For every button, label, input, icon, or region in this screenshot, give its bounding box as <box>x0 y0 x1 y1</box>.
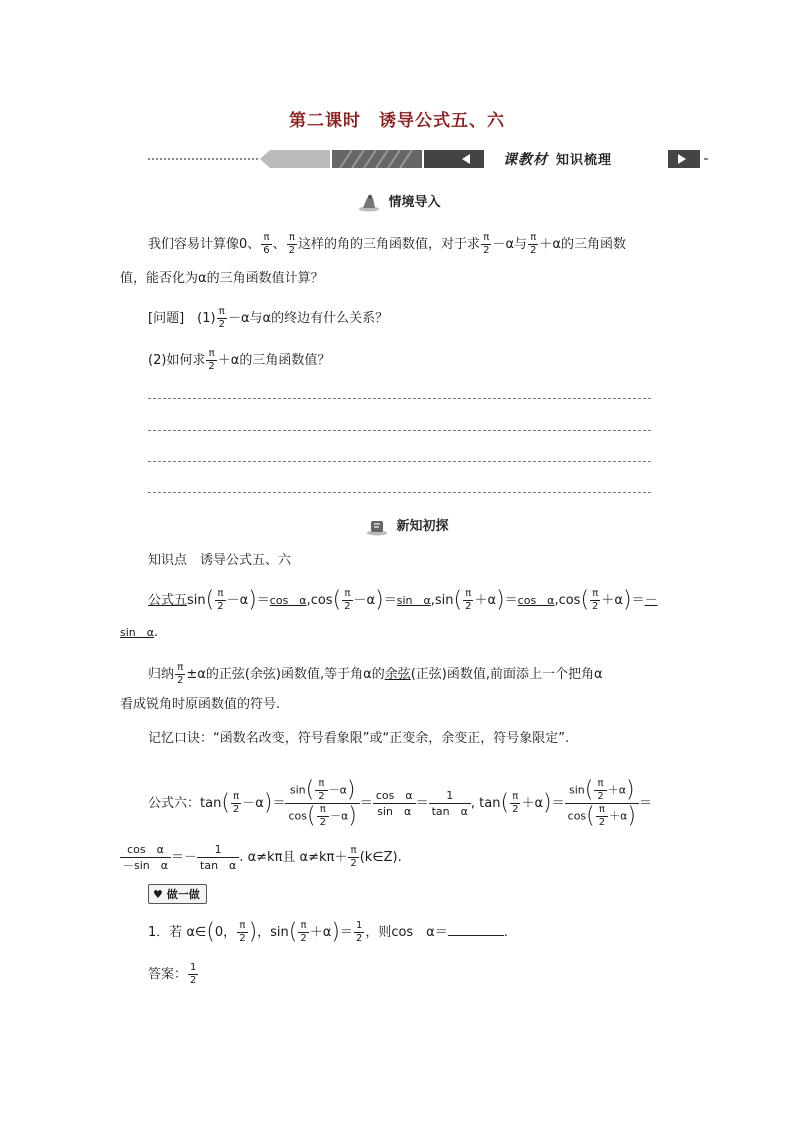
formula-5-answer: sin α <box>396 594 431 607</box>
formula-6: 公式六：tan( $\frac{\pi}{2}$ －α)＝ sin( $\frac{\pi}{2}$ －α) cos( $\frac{\pi}{2}$ －α) ＝ $\frac{\text{cos α}}{\text{sin α}}$ ＝ $\frac{1}{\text{tan α}}$ , tan( $\frac{\pi}{2}$ ＋α)＝ sin( $\frac{\pi}{2}$ ＋α) cos( $\frac{\pi}{2}$ ＋α) ＝ <box>148 777 652 829</box>
bell-icon <box>358 194 380 212</box>
banner-label: 课教材 知识梳理 <box>503 152 613 168</box>
intro-paragraph-2: 值，能否化为α的三角函数值计算？ <box>120 271 324 286</box>
section-intro <box>358 191 441 212</box>
answer-blank[interactable] <box>448 923 504 936</box>
intro-paragraph-1: 我们容易计算像0、 $\frac{\pi}{6}$ 、 $\frac{\pi}{2}$ 这样的角的三角函数值，对于求 $\frac{\pi}{2}$ －α与 $\frac{\pi}{2}$ ＋α的三角函数 <box>148 232 626 256</box>
answer-line <box>148 492 651 493</box>
frac-pi-6: $\frac{\pi}{6}$ <box>263 232 270 256</box>
banner-dots-left <box>148 158 258 160</box>
banner-ribbon-left-icon <box>260 150 484 168</box>
answer-line <box>148 430 651 431</box>
summary-line-2: 看成锐角时原函数值的符号. <box>120 697 281 712</box>
intro-question-1: [问题] (1) $\frac{\pi}{2}$ －α与α的终边有什么关系？ <box>148 306 389 330</box>
section-banner <box>148 148 708 170</box>
formula-5-continued: sin α. <box>120 625 159 640</box>
section-new-title: 新知初探 <box>396 519 449 534</box>
frac-pi-2: $\frac{\pi}{2}$ <box>288 232 296 256</box>
answer-line <box>148 398 651 399</box>
frac-pi-2: $\frac{\pi}{2}$ <box>208 348 215 372</box>
knowledge-point-heading: 知识点 诱导公式五、六 <box>148 553 292 568</box>
formula-5-answer: cos α <box>517 594 555 607</box>
memory-rhyme: 记忆口诀：“函数名改变，符号看象限”或“正变余，余变正，符号象限定”. <box>148 731 570 746</box>
frac-pi-2: $\frac{\pi}{2}$ <box>530 232 537 256</box>
page-title: 第二课时 诱导公式五、六 <box>289 111 505 131</box>
banner-dots-right <box>704 158 708 160</box>
book-icon <box>366 518 388 536</box>
banner-ribbon-right-icon <box>668 150 700 168</box>
summary-line-1: 归纳 $\frac{\pi}{2}$ ±α的正弦(余弦)函数值,等于角α的余弦(正弦)函数值,前面添上一个把角α <box>148 662 603 686</box>
practice-answer: 答案： $\frac{1}{2}$ <box>148 962 197 986</box>
answer-fraction: $\frac{1}{2}$ <box>190 962 197 986</box>
frac-pi-2: $\frac{\pi}{2}$ <box>483 232 490 256</box>
section-intro-title: 情境导入 <box>388 195 441 210</box>
fraction: sin( $\frac{\pi}{2}$ －α) cos( $\frac{\pi}{2}$ －α) <box>285 778 359 829</box>
answer-line <box>148 461 651 462</box>
practice-button: ♥ 做一做 <box>148 884 207 904</box>
formula-5-answer: cos α <box>269 594 307 607</box>
practice-question-1: 1．若 α∈(0， $\frac{\pi}{2}$ )，sin( $\frac{\pi}{2}$ ＋α)＝ $\frac{1}{2}$ ，则cos α＝ . <box>148 919 508 945</box>
formula-5: 公式五sin( $\frac{\pi}{2}$ －α)＝cos α,cos( $\frac{\pi}{2}$ －α)＝sin α,sin( $\frac{\pi}{2}$ ＋α)＝cos α,cos( $\frac{\pi}{2}$ ＋α)＝－ <box>148 587 658 613</box>
intro-question-2: (2)如何求 $\frac{\pi}{2}$ ＋α的三角函数值？ <box>148 348 331 372</box>
frac-pi-2: $\frac{\pi}{2}$ <box>218 306 225 330</box>
formula-6-continued: $\frac{\text{cos α}}{\text{－sin α}}$ ＝－ $\frac{1}{\text{tan α}}$ . α≠kπ且 α≠kπ＋ $\frac{\pi}{2}$ (k∈Z). <box>120 842 402 873</box>
formula-5-answer: sin α <box>120 626 155 639</box>
heart-icon: ♥ <box>153 888 163 901</box>
section-new <box>366 515 449 536</box>
